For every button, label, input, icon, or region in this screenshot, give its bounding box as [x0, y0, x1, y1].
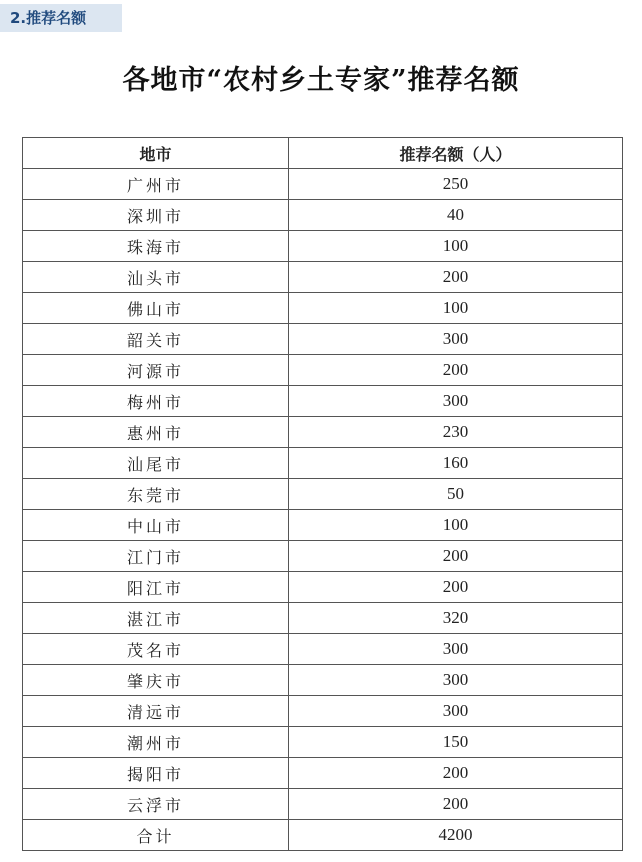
city-cell: 合计: [23, 820, 289, 851]
city-cell: 肇庆市: [23, 665, 289, 696]
city-cell: 云浮市: [23, 789, 289, 820]
quota-cell: 100: [289, 231, 623, 262]
table-row: [23, 293, 623, 324]
table-row: [23, 789, 623, 820]
table-row: [23, 355, 623, 386]
quota-cell: 200: [289, 541, 623, 572]
table-body: [23, 169, 623, 851]
quota-cell: 230: [289, 417, 623, 448]
table-row: [23, 169, 623, 200]
quota-cell: 200: [289, 758, 623, 789]
quota-cell: 4200: [289, 820, 623, 851]
quota-cell: 300: [289, 665, 623, 696]
city-cell: 东莞市: [23, 479, 289, 510]
table-row: [23, 572, 623, 603]
city-cell: 中山市: [23, 510, 289, 541]
quota-cell: 300: [289, 386, 623, 417]
city-cell: 潮州市: [23, 727, 289, 758]
quota-cell: 200: [289, 789, 623, 820]
quota-cell: 300: [289, 634, 623, 665]
quota-cell: 50: [289, 479, 623, 510]
quota-cell: 160: [289, 448, 623, 479]
quota-cell: 150: [289, 727, 623, 758]
table-row: [23, 634, 623, 665]
city-cell: 惠州市: [23, 417, 289, 448]
table-row: [23, 665, 623, 696]
city-cell: 清远市: [23, 696, 289, 727]
table-row: [23, 231, 623, 262]
quota-cell: 250: [289, 169, 623, 200]
city-cell: 深圳市: [23, 200, 289, 231]
city-cell: 韶关市: [23, 324, 289, 355]
city-cell: 河源市: [23, 355, 289, 386]
table-row: [23, 727, 623, 758]
section-label: 2.推荐名额: [0, 4, 122, 32]
table-row: [23, 479, 623, 510]
city-cell: 佛山市: [23, 293, 289, 324]
city-cell: 珠海市: [23, 231, 289, 262]
city-cell: 梅州市: [23, 386, 289, 417]
page-title: 各地市“农村乡土专家”推荐名额: [122, 65, 520, 96]
city-cell: 揭阳市: [23, 758, 289, 789]
table-row: [23, 758, 623, 789]
table-row: [23, 603, 623, 634]
city-cell: 湛江市: [23, 603, 289, 634]
quota-cell: 200: [289, 262, 623, 293]
city-cell: 江门市: [23, 541, 289, 572]
total-row: [23, 820, 623, 851]
city-cell: 茂名市: [23, 634, 289, 665]
quota-cell: 40: [289, 200, 623, 231]
table-row: [23, 262, 623, 293]
quota-cell: 200: [289, 572, 623, 603]
table-row: [23, 448, 623, 479]
quota-table: [22, 137, 623, 851]
column-header-quota: 推荐名额（人）: [289, 138, 623, 169]
table-row: [23, 200, 623, 231]
city-cell: 阳江市: [23, 572, 289, 603]
table-row: [23, 324, 623, 355]
column-header-city: 地市: [23, 138, 289, 169]
table-row: [23, 541, 623, 572]
table-row: [23, 386, 623, 417]
table-row: [23, 417, 623, 448]
city-cell: 汕头市: [23, 262, 289, 293]
quota-cell: 320: [289, 603, 623, 634]
quota-cell: 300: [289, 324, 623, 355]
quota-cell: 300: [289, 696, 623, 727]
quota-cell: 100: [289, 293, 623, 324]
table-row: [23, 696, 623, 727]
city-cell: 广州市: [23, 169, 289, 200]
quota-cell: 200: [289, 355, 623, 386]
table-row: [23, 510, 623, 541]
table-header-row: [23, 138, 623, 169]
city-cell: 汕尾市: [23, 448, 289, 479]
quota-cell: 100: [289, 510, 623, 541]
